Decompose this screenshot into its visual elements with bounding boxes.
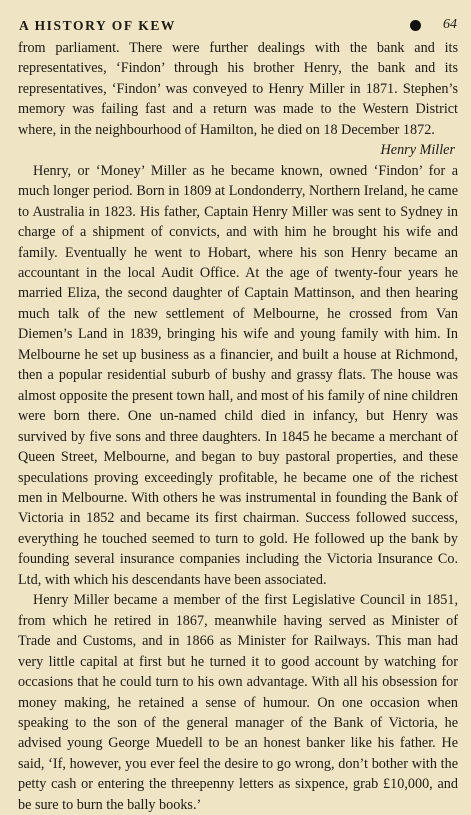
opening-paragraph: from parliament. There were further dealings with the bank and its representatives, ‘Findon’ through his brother Henry, the bank and its representatives, ‘Findon’ was conveyed to Henry Miller in 1871. Stephen’s memory was failing fast and a return was made to the Western District where, in the neighbourhood of Hamilton, he died on 18 December 1872. bbox=[18, 40, 458, 138]
page-body bbox=[18, 38, 458, 815]
page-header bbox=[18, 14, 458, 36]
body-paragraph: Henry Miller became a member of the first Legislative Council in 1851, from which he retired in 1867, meanwhile having served as Minister of Trade and Customs, and in 1866 as Minister for Railways. This man had very little capital at first but he turned it to good account by watching for occasions that he could turn to his own advantage. With all his obsession for money making, he retained a sense of humour. On one occasion when speaking to the son of the general manager of the Bank of Victoria, he advised young George Muedell to be an honest banker like his father. He said, ‘If, however, you ever feel the desire to go wrong, don’t bother with the petty cash or entering the threepenny letters as sixpence, grab £10,000, and be sure to burn the bally books.’ bbox=[18, 592, 458, 813]
section-heading: Henry Miller bbox=[380, 142, 455, 159]
bullet-icon bbox=[410, 20, 421, 31]
page-number: 64 bbox=[443, 17, 457, 32]
body-paragraph: Henry, or ‘Money’ Miller as he became known, owned ‘Findon’ for a much longer period. Born in 1809 at Londonderry, Northern Ireland, he came to Australia in 1823. His father, Captain Henry Miller was sent to Sydney in charge of a shipment of convicts, and with him he brought his wife and family. Eventually he went to Hobart, where his son Henry became an accountant in the local Audit Office. At the age of twenty-four years he married Eliza, the second daughter of Captain Mattinson, and then hearing much talk of the new settlement of Melbourne, he crossed from Van Diemen’s Land in 1839, bringing his wife and young family with him. In Melbourne he set up business as a financier, and built a house at Richmond, then a popular residential suburb of bushy and grassy flats. The house was almost opposite the present town hall, and most of his family of nine children were born there. One un-named child died in infancy, but Henry was survived by five sons and three daughters. In 1845 he became a merchant of Queen Street, Melbourne, and began to buy pastoral properties, and these speculations proving exceedingly profitable, he became one of the richest men in Melbourne. With others he was instrumental in founding the Bank of Victoria in 1852 and became its first chairman. Success followed success, everything he touched seemed to turn to gold. He followed up the bank by founding several insurance companies including the Victoria Insurance Co. Ltd, with which his descendants have been associated. bbox=[18, 162, 458, 588]
running-title: A HISTORY OF KEW bbox=[19, 18, 177, 33]
